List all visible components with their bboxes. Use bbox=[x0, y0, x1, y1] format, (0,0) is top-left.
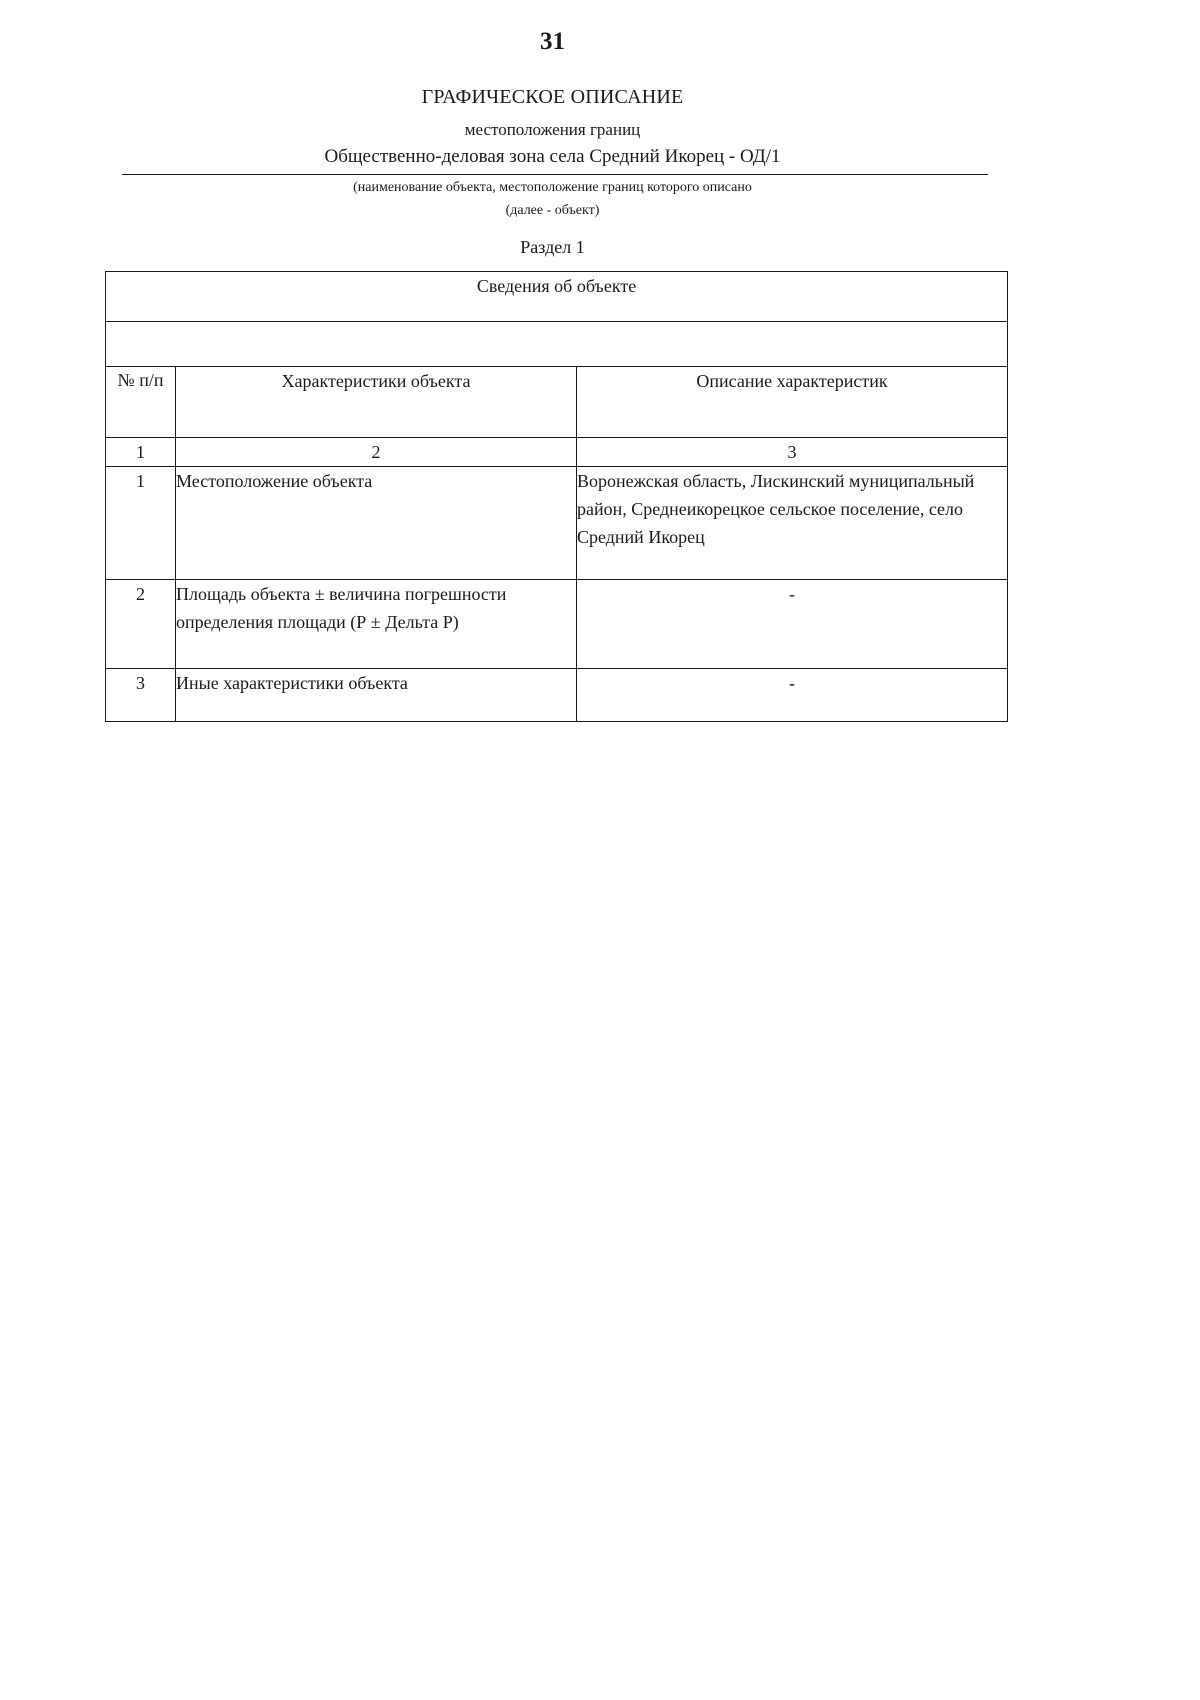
document-subtitle: местоположения границ bbox=[464, 120, 641, 139]
row-characteristic: Местоположение объекта bbox=[176, 467, 577, 580]
table-header-row bbox=[106, 272, 1008, 322]
row-description: Воронежская область, Лискинский муниципальный район, Среднеикорецкое сельское поселение, село Средний Икорец bbox=[577, 467, 1008, 580]
row-description: - bbox=[577, 580, 1008, 669]
column-header-description: Описание характеристик bbox=[577, 367, 1008, 438]
column-index-2: 2 bbox=[176, 438, 577, 467]
row-number: 1 bbox=[106, 467, 176, 580]
column-header-num: № п/п bbox=[106, 367, 176, 438]
table-row bbox=[106, 669, 1008, 722]
column-index-1: 1 bbox=[106, 438, 176, 467]
row-number: 2 bbox=[106, 580, 176, 669]
table-row bbox=[106, 580, 1008, 669]
row-number: 3 bbox=[106, 669, 176, 722]
table-column-headers bbox=[106, 367, 1008, 438]
object-name: Общественно-деловая зона села Средний Икорец - ОД/1 bbox=[324, 146, 781, 167]
table-column-index-row bbox=[106, 438, 1008, 467]
table-header: Сведения об объекте bbox=[106, 272, 1008, 322]
table-row bbox=[106, 467, 1008, 580]
row-characteristic: Иные характеристики объекта bbox=[176, 669, 577, 722]
row-characteristic: Площадь объекта ± величина погрешности определения площади (Р ± Дельта Р) bbox=[176, 580, 577, 669]
row-description: - bbox=[577, 669, 1008, 722]
object-name-underline bbox=[122, 174, 988, 175]
object-caption-line-1: (наименование объекта, местоположение границ которого описано bbox=[353, 180, 752, 195]
column-header-characteristic: Характеристики объекта bbox=[176, 367, 577, 438]
object-caption-line-2: (далее - объект) bbox=[505, 203, 600, 218]
document-title: ГРАФИЧЕСКОЕ ОПИСАНИЕ bbox=[421, 86, 684, 108]
column-index-3: 3 bbox=[577, 438, 1008, 467]
table-empty-cell bbox=[106, 322, 1008, 367]
object-info-table bbox=[105, 271, 1008, 722]
section-label: Раздел 1 bbox=[520, 237, 585, 257]
page-number: 31 bbox=[540, 28, 565, 55]
table-empty-row bbox=[106, 322, 1008, 367]
